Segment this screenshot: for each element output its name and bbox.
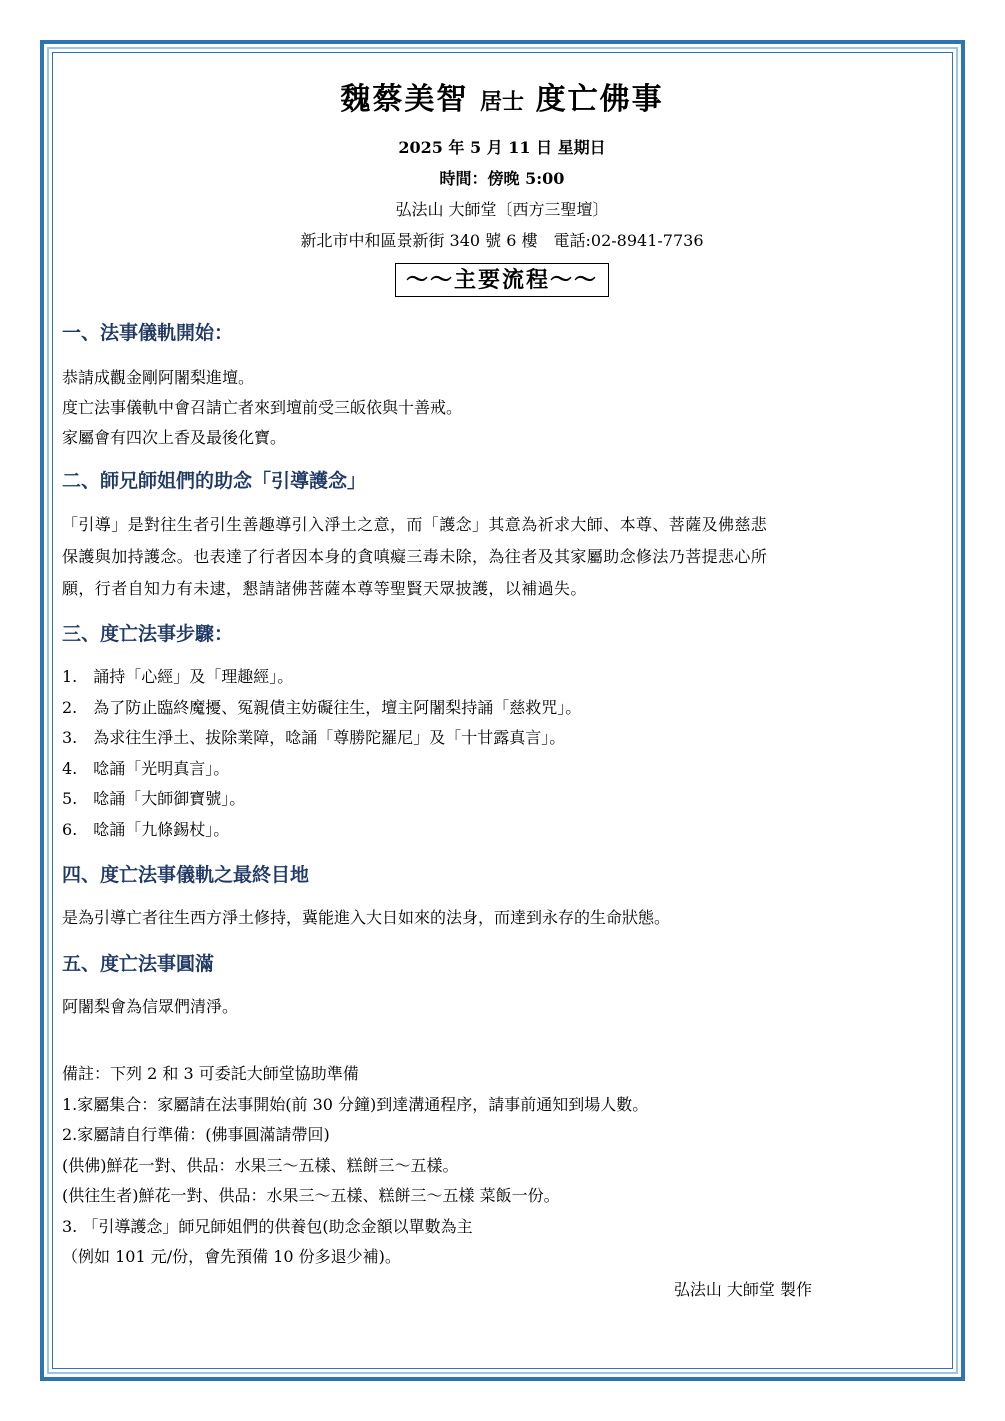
- section-1-line: 恭請成觀金剛阿闍梨進壇。: [62, 368, 255, 387]
- flow-title: 〜〜主要流程〜〜: [395, 263, 609, 297]
- section-heading-1: 一、法事儀軌開始：: [62, 322, 234, 344]
- section-2-line: 保護與加持護念。也表達了行者因本身的貪嗔癡三毒未除，為往者及其家屬助念修法乃菩提悲心所: [62, 547, 768, 566]
- document-body: [62, 62, 942, 1300]
- section-4-text: 是為引導亡者往生西方淨土修持，冀能進入大日如來的法身，而達到永存的生命狀態。: [62, 908, 671, 927]
- event-time: 時間：傍晚 5:00: [439, 169, 565, 188]
- note-line: 備註：下列 2 和 3 可委託大師堂協助準備: [62, 1064, 359, 1083]
- step-item: 4. 唸誦「光明真言」。: [62, 758, 230, 778]
- note-line: （例如 101 元/份，會先預備 10 份多退少補)。: [62, 1247, 401, 1266]
- flow-title-wrap: [62, 263, 942, 303]
- note-line: 2.家屬請自行準備：(佛事圓滿請帶回): [62, 1125, 330, 1144]
- section-heading-3: 三、度亡法事步驟：: [62, 623, 234, 645]
- section-1-line: 家屬會有四次上香及最後化寶。: [62, 428, 287, 447]
- honorific: 居士: [479, 89, 524, 115]
- note-line: (供往生者)鮮花一對、供品：水果三～五樣、糕餅三～五樣 菜飯一份。: [62, 1186, 560, 1205]
- step-item: 1. 誦持「心經」及「理趣經」。: [62, 667, 294, 686]
- step-item: 5. 唸誦「大師御寶號」。: [62, 789, 246, 808]
- step-item: 6. 唸誦「九條錫杖」。: [62, 819, 230, 839]
- event-title: 度亡佛事: [535, 82, 664, 117]
- step-item: 3. 為求往生淨土、拔除業障，唸誦「尊勝陀羅尼」及「十甘露真言」。: [62, 728, 566, 747]
- event-venue: 弘法山 大師堂〔西方三聖壇〕: [395, 200, 609, 219]
- section-heading-5: 五、度亡法事圓滿: [62, 953, 215, 975]
- event-address: 新北市中和區景新街 340 號 6 樓 電話:02-8941-7736: [300, 231, 704, 250]
- section-2-line: 願，行者自知力有未逮，懇請諸佛菩薩本尊等聖賢天眾披護，以補過失。: [62, 579, 587, 598]
- section-2-line: 「引導」是對往生者引生善趣導引入淨土之意，而「護念」其意為祈求大師、本尊、菩薩及佛慈悲: [62, 515, 768, 534]
- signature: 弘法山 大師堂 製作: [673, 1279, 812, 1299]
- note-line: (供佛)鮮花一對、供品：水果三～五樣、糕餅三～五樣。: [62, 1155, 459, 1175]
- section-5-text: 阿闍梨會為信眾們清淨。: [62, 997, 239, 1016]
- event-date: 2025 年 5 月 11 日 星期日: [398, 138, 606, 157]
- section-heading-4: 四、度亡法事儀軌之最終目地: [62, 864, 310, 886]
- section-heading-2: 二、師兄師姐們的助念「引導護念」: [62, 470, 367, 492]
- page-title: [62, 74, 942, 117]
- note-line: 1.家屬集合：家屬請在法事開始(前 30 分鐘)到達溝通程序，請事前通知到場人數。: [62, 1094, 649, 1114]
- note-line: 3. 「引導護念」師兄師姐們的供養包(助念金額以單數為主: [62, 1216, 473, 1236]
- deceased-name: 魏蔡美智: [340, 82, 469, 117]
- step-item: 2. 為了防止臨終魔擾、冤親債主妨礙往生，壇主阿闍梨持誦「慈救咒」。: [62, 697, 582, 717]
- section-1-line: 度亡法事儀軌中會召請亡者來到壇前受三皈依與十善戒。: [62, 398, 463, 417]
